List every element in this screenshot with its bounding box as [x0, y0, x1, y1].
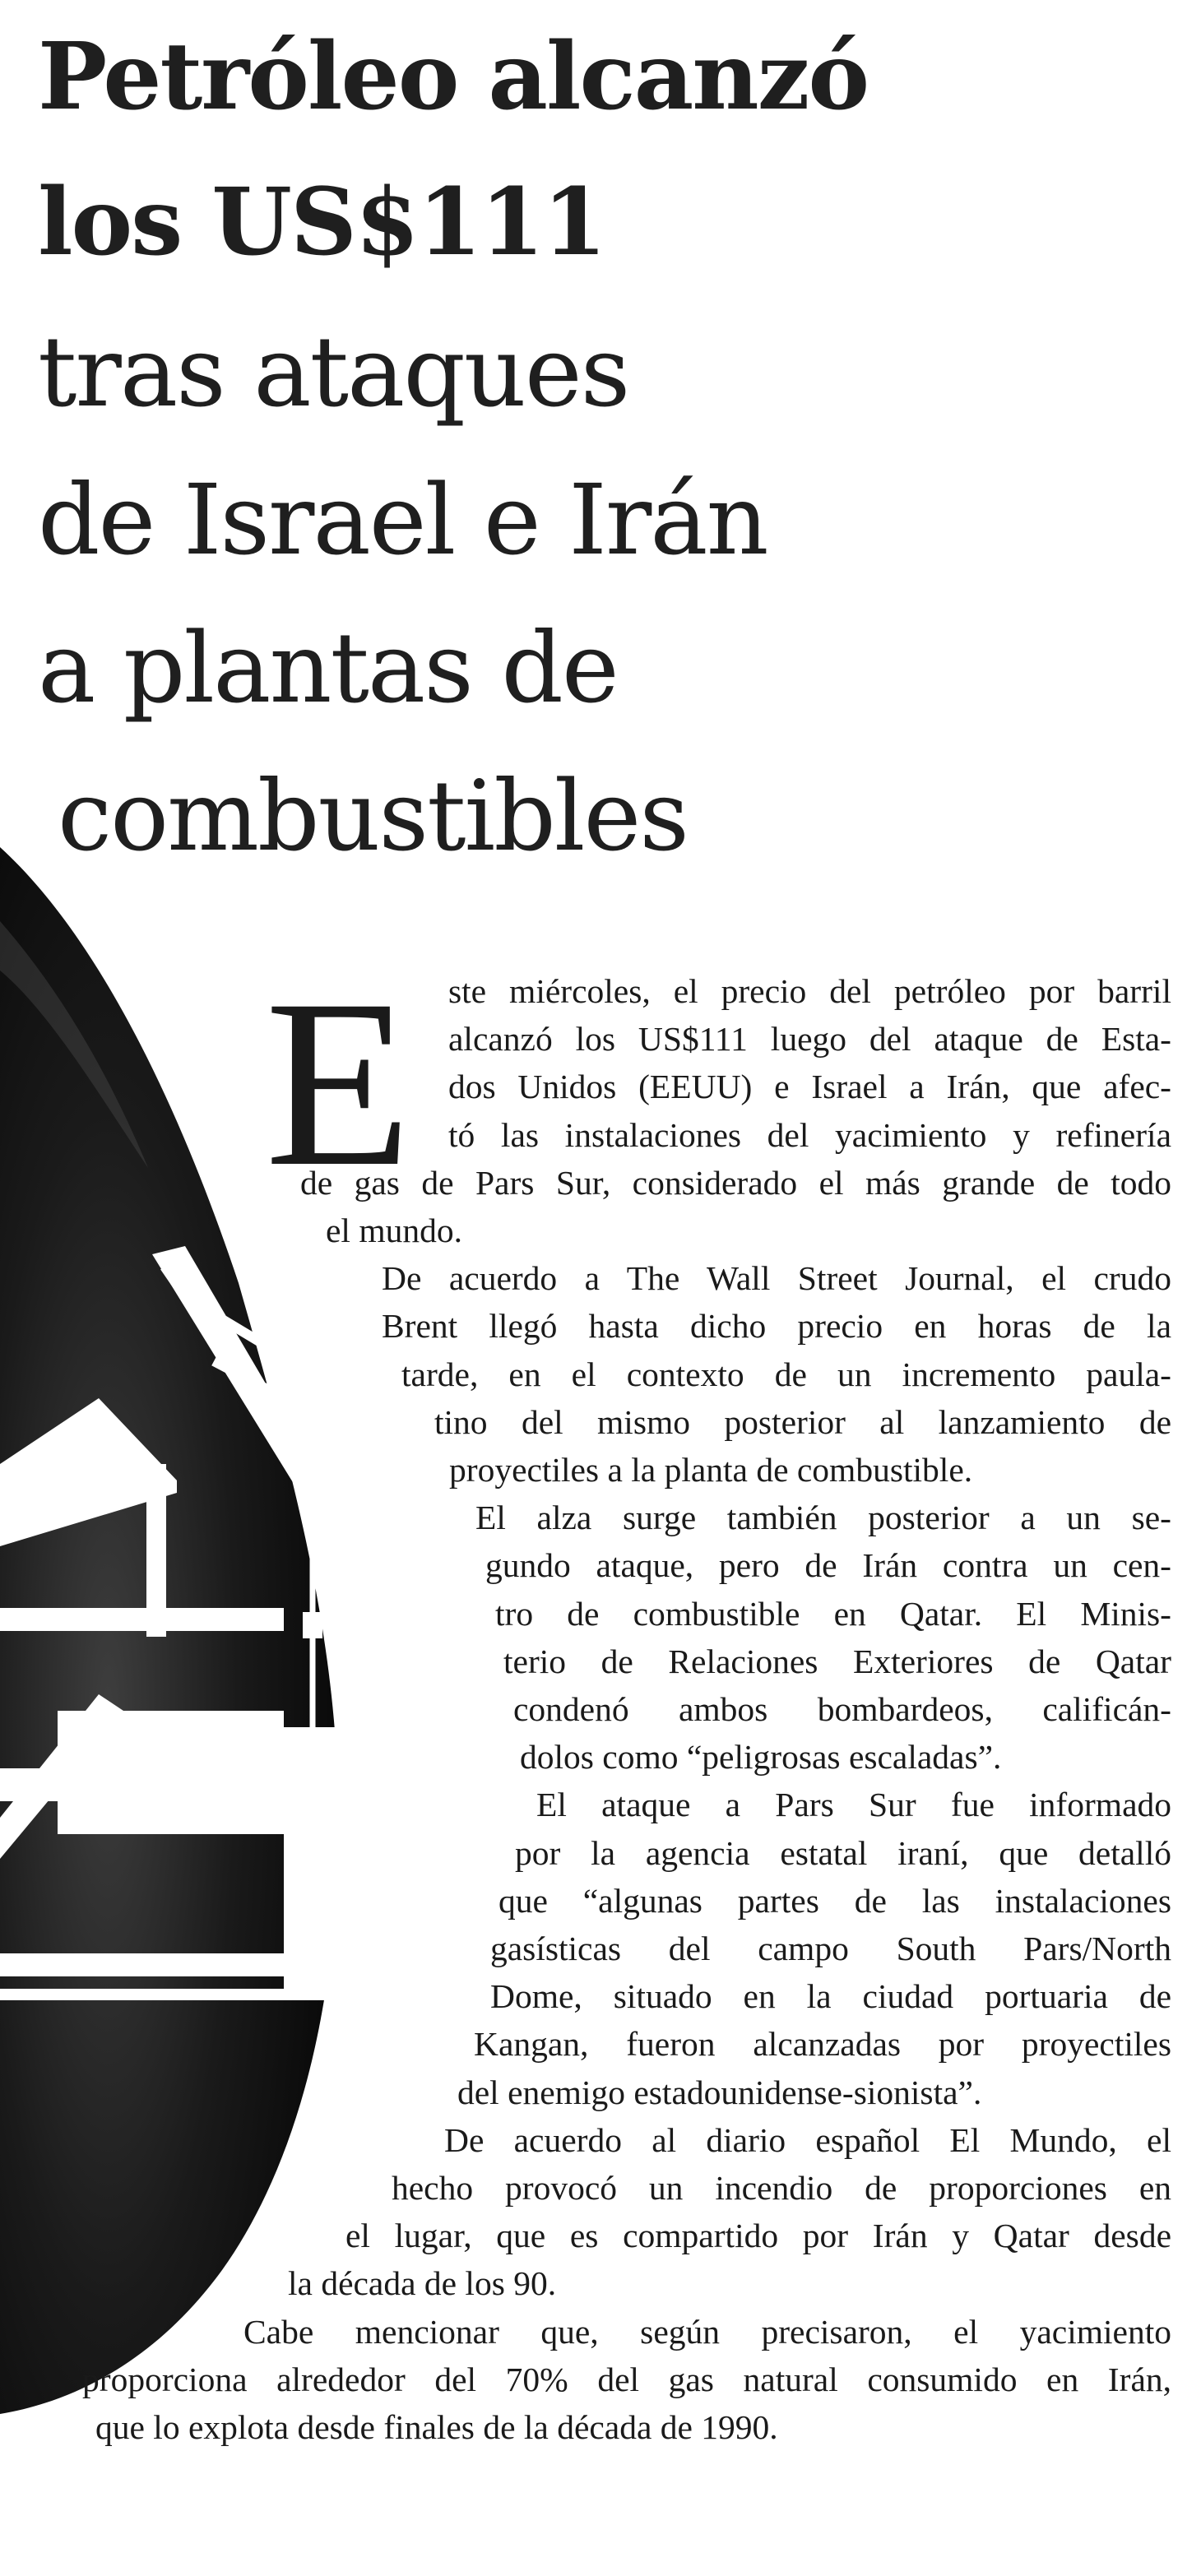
body-line: la década de los 90. — [288, 2264, 557, 2303]
body-line: proyectiles a la planta de combustible. — [449, 1451, 973, 1489]
body-line: del enemigo estadounidense-sionista”. — [457, 2073, 982, 2111]
headline-line-4: de Israel e Irán — [38, 463, 767, 577]
headline-line-5: a plantas de — [38, 611, 618, 725]
headline-line-6: combustibles — [58, 759, 688, 873]
body-line: tarde, en el contexto de un incremento paula- — [401, 1355, 1171, 1393]
body-line: Kangan, fueron alcanzadas por proyectiles — [474, 2025, 1171, 2064]
body-line: dolos como “peligrosas escaladas”. — [520, 1738, 1002, 1777]
body-line: gundo ataque, pero de Irán contra un cen- — [485, 1546, 1171, 1585]
body-line: El alza surge también posterior a un se- — [475, 1499, 1171, 1537]
headline-line-2: los US$111 — [38, 169, 605, 276]
body-line: que lo explota desde finales de la década de 1990. — [95, 2408, 778, 2446]
body-line: De acuerdo al diario español El Mundo, el — [444, 2120, 1171, 2159]
body-line: tino del mismo posterior al lanzamiento de — [434, 1402, 1171, 1441]
body-line: el mundo. — [326, 1212, 462, 1249]
body-line: de gas de Pars Sur, considerado el más grande de todo — [300, 1163, 1171, 1202]
body-line: Dome, situado en la ciudad portuaria de — [490, 1977, 1171, 2016]
body-line: el lugar, que es compartido por Irán y Qatar desde — [345, 2217, 1171, 2255]
headline-line-3: tras ataques — [38, 315, 629, 429]
body-line: Brent llegó hasta dicho precio en horas de la — [382, 1307, 1171, 1346]
body-line: De acuerdo a The Wall Street Journal, el crudo — [382, 1259, 1171, 1298]
body-line: El ataque a Pars Sur fue informado — [536, 1786, 1171, 1824]
body-line: dos Unidos (EEUU) e Israel a Irán, que afec- — [448, 1068, 1171, 1106]
drop-cap: E — [265, 951, 412, 1216]
body-line: tro de combustible en Qatar. El Minis- — [495, 1594, 1171, 1633]
body-line: Cabe mencionar que, según precisaron, el yacimiento — [243, 2312, 1171, 2351]
body-line: condenó ambos bombardeos, calificán- — [513, 1690, 1171, 1728]
headline-line-1: Petróleo alcanzó — [38, 23, 869, 131]
body-line: gasísticas del campo South Pars/North — [490, 1930, 1171, 1967]
body-line: alcanzó los US$111 luego del ataque de Esta- — [448, 1020, 1171, 1059]
body-line: tó las instalaciones del yacimiento y refinería — [448, 1115, 1171, 1154]
body-line: proporciona alrededor del 70% del gas natural consumido en Irán, — [82, 2360, 1171, 2398]
body-line: por la agencia estatal iraní, que detalló — [515, 1833, 1171, 1872]
body-line: ste miércoles, el precio del petróleo por barril — [448, 972, 1171, 1010]
body-line: que “algunas partes de las instalaciones — [498, 1881, 1171, 1920]
body-line: hecho provocó un incendio de proporciones en — [392, 2169, 1171, 2207]
body-line: terio de Relaciones Exteriores de Qatar — [503, 1642, 1171, 1680]
